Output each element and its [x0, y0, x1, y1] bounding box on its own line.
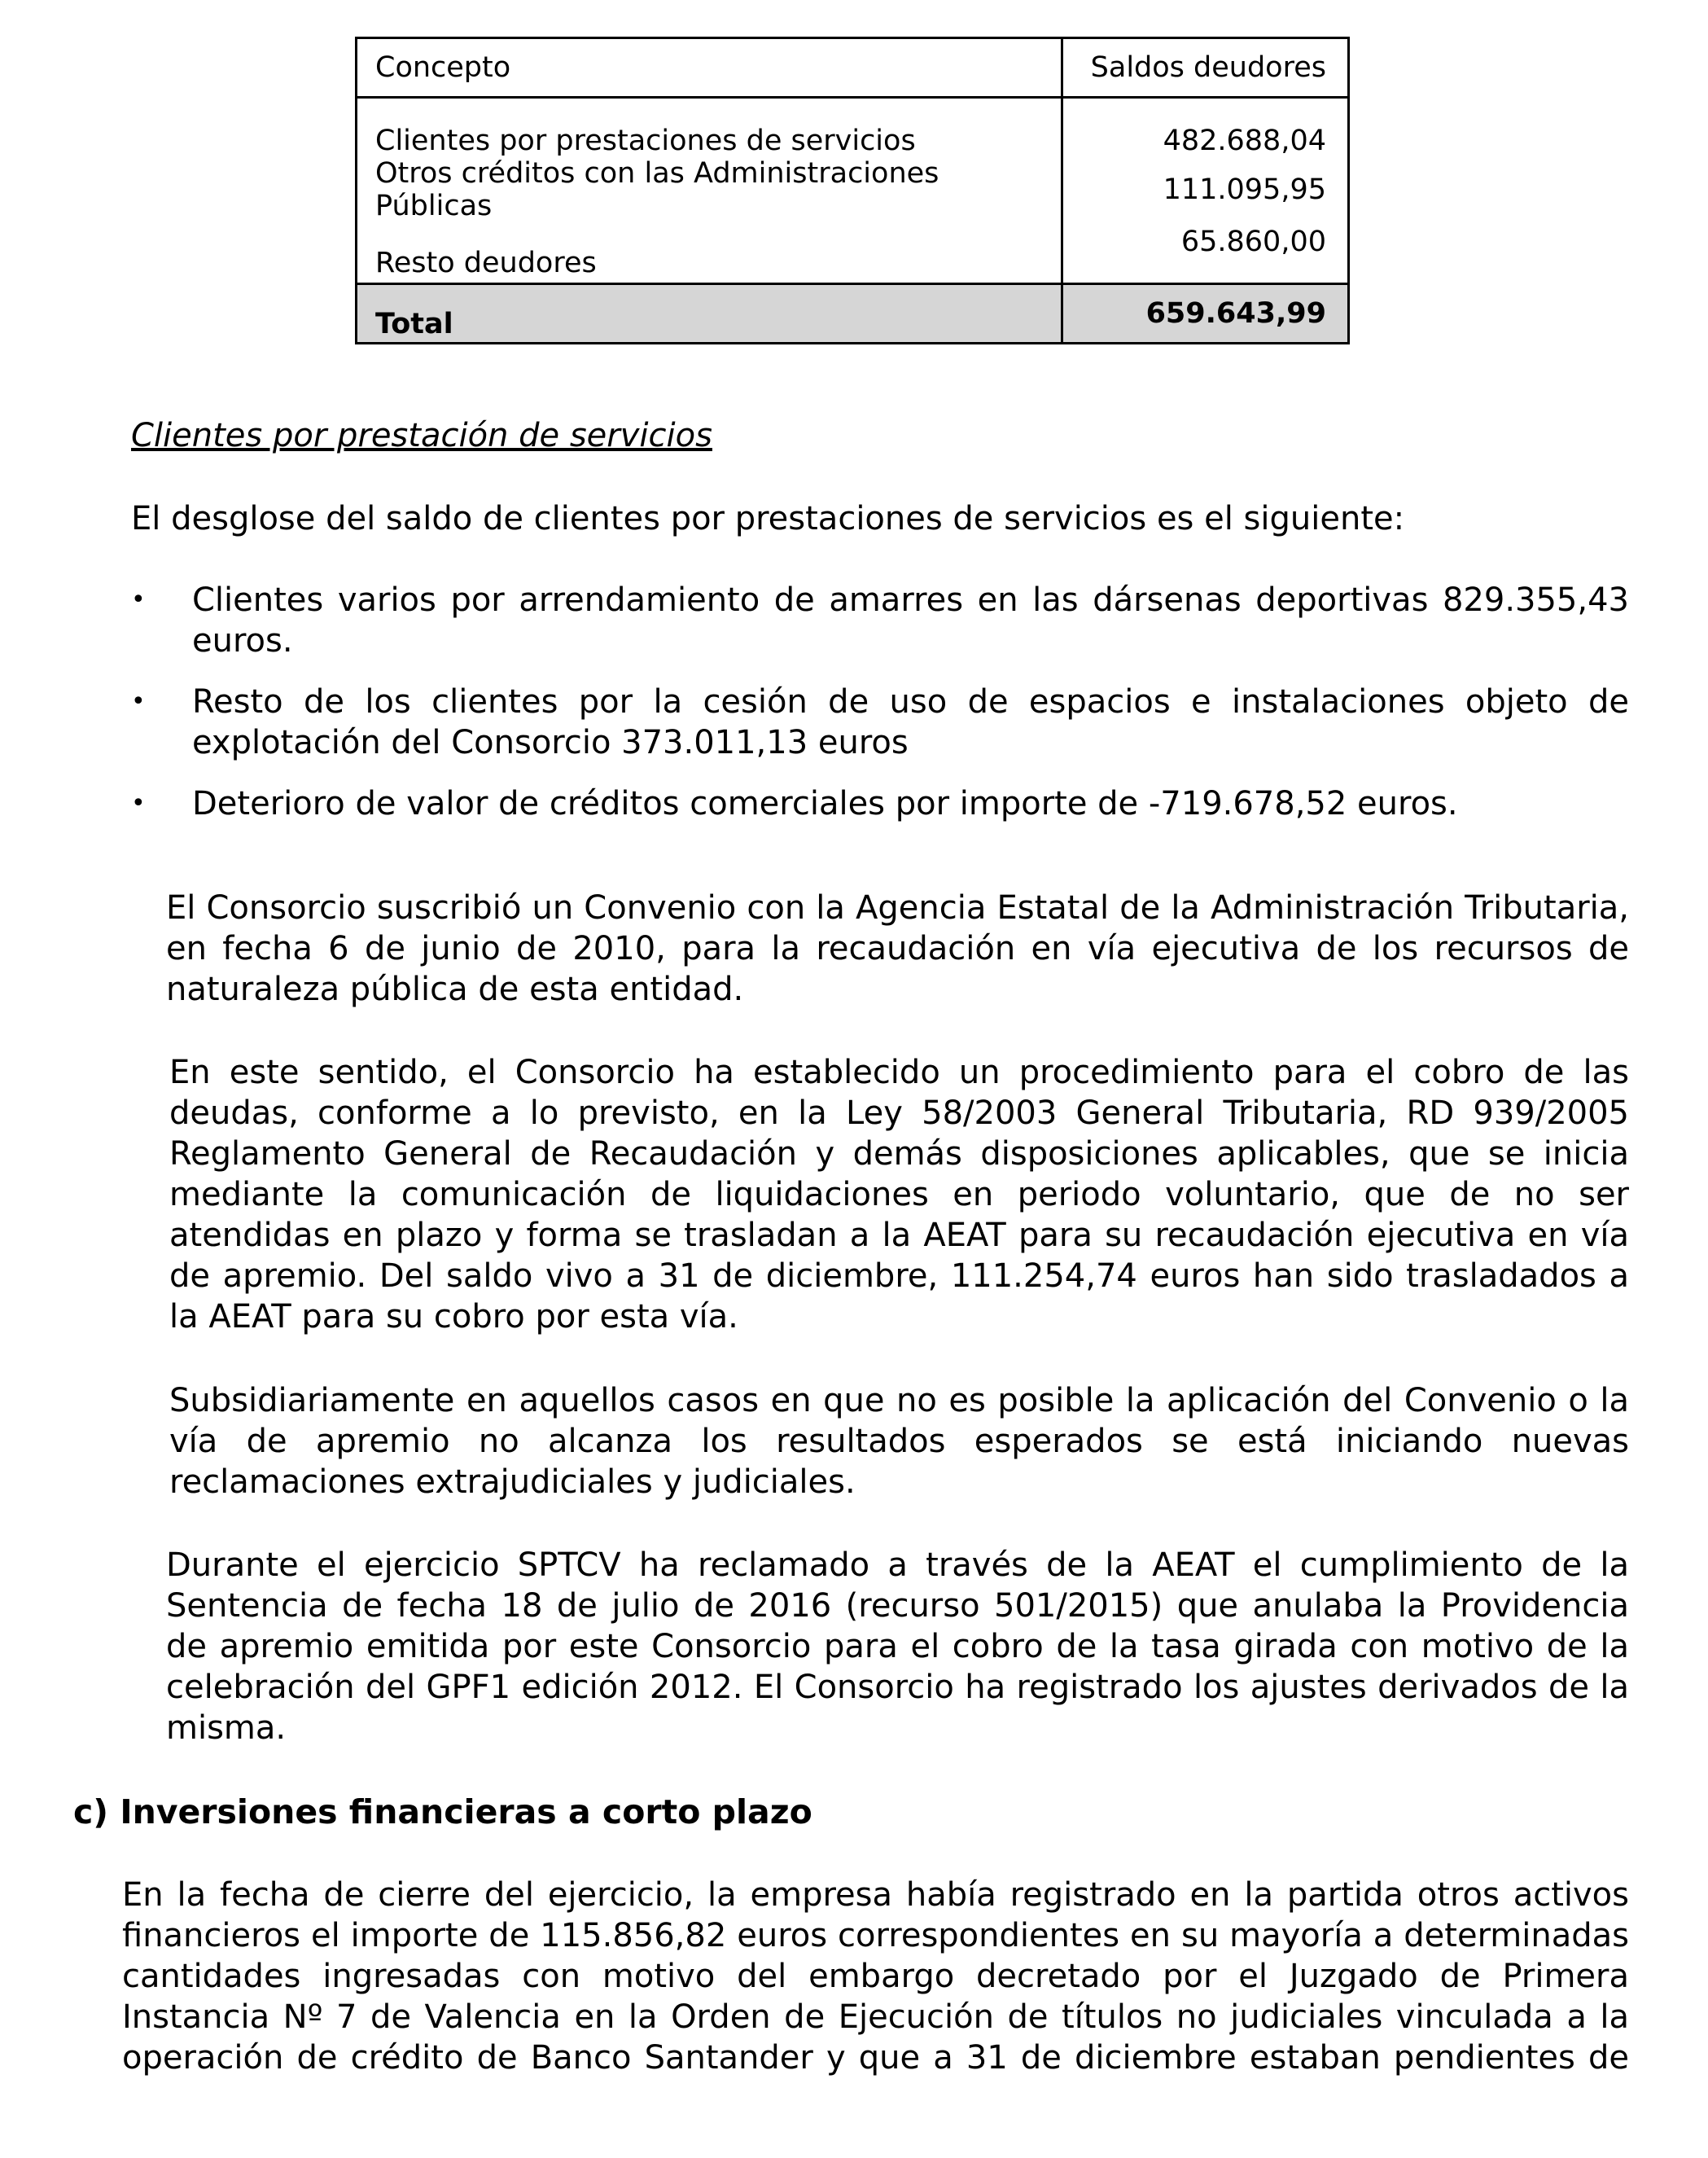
table-row [357, 157, 1349, 222]
list-item [131, 783, 1629, 824]
row-saldo: 111.095,95 [1062, 157, 1349, 222]
table-header-row [357, 38, 1349, 98]
paragraph: Durante el ejercicio SPTCV ha reclamado a través de la AEAT el cumplimiento de la Sentencia de fecha 18 de julio de 2016 (recurso 501/2015) que anulaba la Providencia de apremio emitida por este Consorcio para el cobro de la tasa girada con motivo de la celebración del GPF1 edición 2012. El Consorcio ha registrado los ajustes derivados de la misma. [166, 1546, 1629, 1747]
paragraph: Subsidiariamente en aquellos casos en que no es posible la aplicación del Convenio o la vía de apremio no alcanza los resultados esperados se está iniciando nuevas reclamaciones extrajudiciales y judiciales. [169, 1382, 1629, 1501]
section-title: Clientes por prestación de servicios [131, 417, 712, 454]
paragraph: En este sentido, el Consorcio ha establecido un procedimiento para el cobro de las deudas, conforme a lo previsto, en la Ley 58/2003 General Tributaria, RD 939/2005 Reglamento General de Recaudación y demás disposiciones aplicables, que se inicia mediante la comunicación de liquidaciones en periodo voluntario, que de no ser atendidas en plazo y forma se trasladan a la AEAT para su recaudación ejecutiva en vía de apremio. Del saldo vivo a 31 de diciembre, 111.254,74 euros han sido trasladados a la AEAT para su cobro por esta vía. [169, 1054, 1629, 1336]
intro-text: El desglose del saldo de clientes por prestaciones de servicios es el siguiente: [131, 500, 1405, 537]
final-paragraph: En la fecha de cierre del ejercicio, la empresa había registrado en la partida otros activos financieros el importe de 115.856,82 euros correspondientes en su mayoría a determinadas cantidades ingresadas con motivo del embargo decretado por el Juzgado de Primera Instancia Nº 7 de Valencia en la Orden de Ejecución de títulos no judiciales vinculada a la operación de crédito de Banco Santander y que a 31 de diciembre estaban pendientes de [122, 1876, 1629, 2077]
bullet-text: Clientes varios por arrendamiento de amarres en las dársenas deportivas 829.355,43 euros. [192, 581, 1629, 660]
bullet-text: Resto de los clientes por la cesión de uso de espacios e instalaciones objeto de explotación del Consorcio 373.011,13 euros [192, 683, 1629, 761]
bullet-list [131, 580, 1629, 844]
total-value: 659.643,99 [1062, 284, 1349, 344]
bullet-icon: • [131, 789, 146, 818]
header-saldos: Saldos deudores [1062, 38, 1349, 98]
total-label: Total [357, 284, 1062, 344]
section-heading-c: c) Inversiones financieras a corto plazo [73, 1792, 812, 1831]
table-total-row [357, 284, 1349, 344]
row-saldo: 482.688,04 [1062, 98, 1349, 158]
row-concepto: Resto deudores [357, 222, 1062, 284]
row-concepto: Otros créditos con las Administraciones Públicas [357, 157, 1062, 222]
list-item [131, 580, 1629, 661]
header-concepto: Concepto [357, 38, 1062, 98]
paragraph: El Consorcio suscribió un Convenio con la Agencia Estatal de la Administración Tributaria, en fecha 6 de junio de 2010, para la recaudación en vía ejecutiva de los recursos de naturaleza pública de esta entidad. [166, 889, 1629, 1008]
saldos-deudores-table [355, 37, 1350, 344]
bullet-text: Deterioro de valor de créditos comerciales por importe de -719.678,52 euros. [192, 785, 1458, 822]
row-concepto: Clientes por prestaciones de servicios [357, 98, 1062, 158]
table-row [357, 222, 1349, 284]
list-item [131, 682, 1629, 763]
bullet-icon: • [131, 687, 146, 716]
bullet-icon: • [131, 586, 146, 614]
row-saldo: 65.860,00 [1062, 222, 1349, 284]
table-row [357, 98, 1349, 158]
